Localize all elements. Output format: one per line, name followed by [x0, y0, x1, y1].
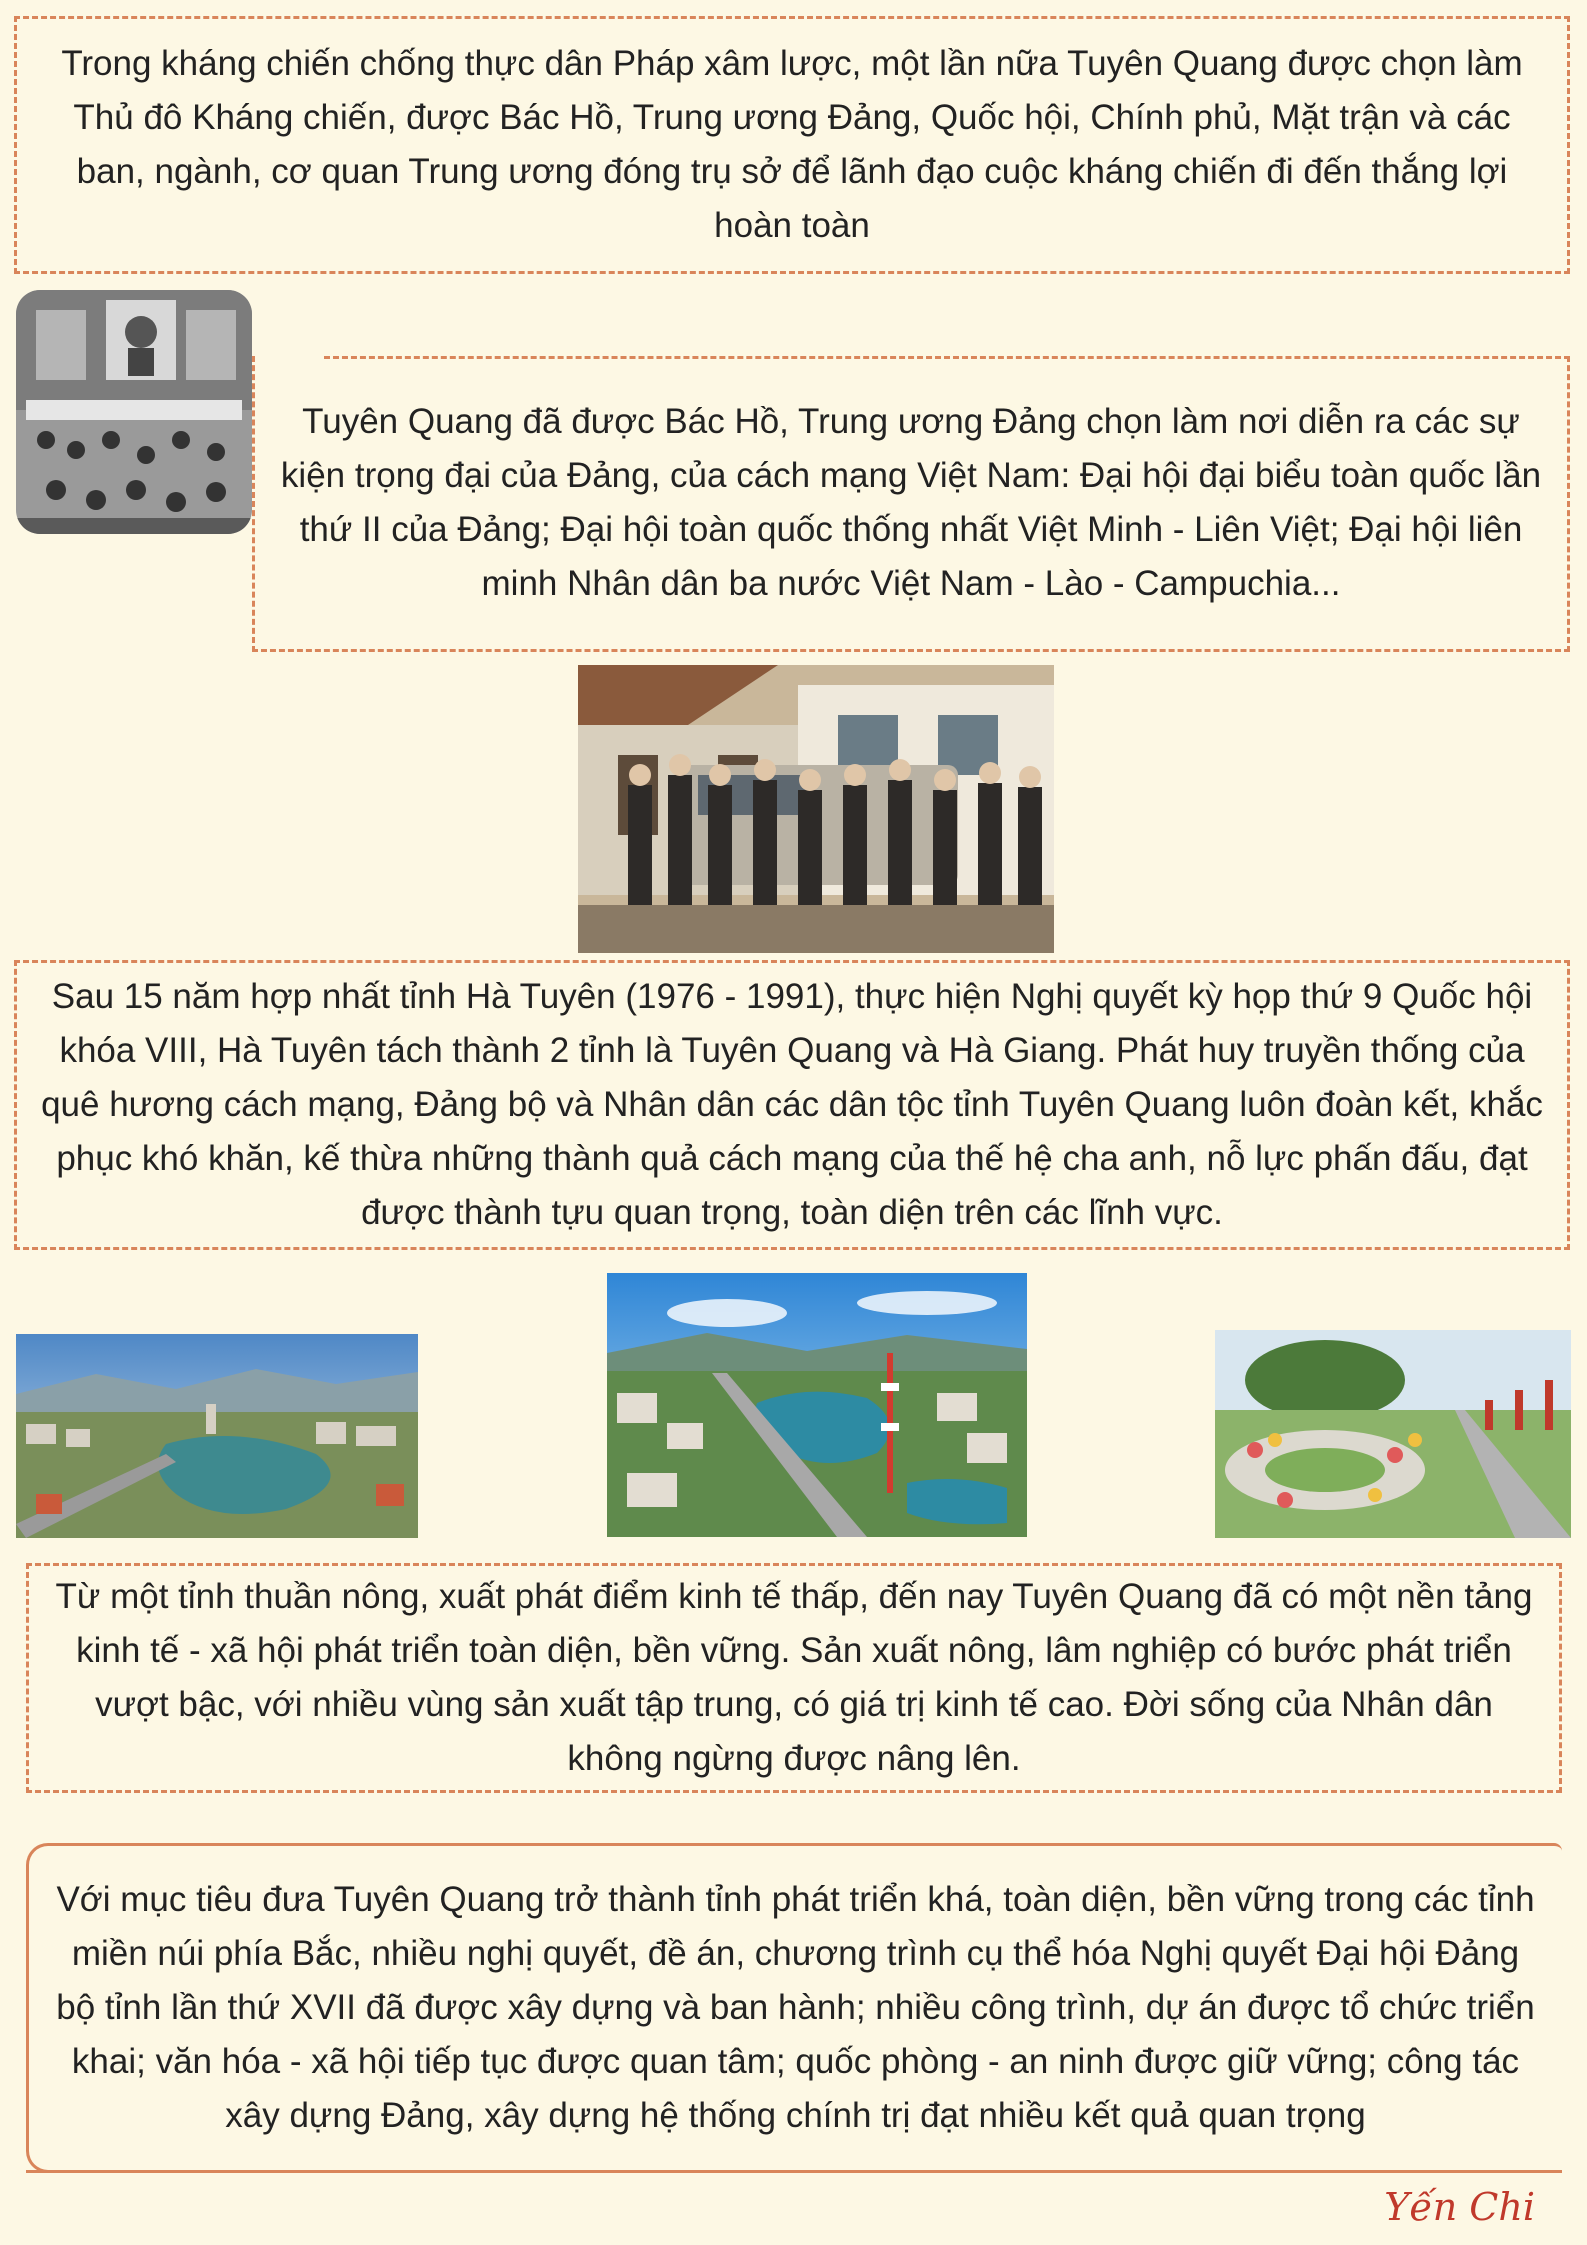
city-square-photo [1215, 1330, 1571, 1538]
text-box-ha-tuyen-split [14, 960, 1570, 1250]
paragraph-resistance-capital: Trong kháng chiến chống thực dân Pháp xâm lược, một lần nữa Tuyên Quang được chọn làm Thủ đô Kháng chiến, được Bác Hồ, Trung ương Đảng, Quốc hội, Chính phủ, Mặt trận và các ban, ngành, cơ quan Trung ương đóng trụ sở để lãnh đạo cuộc kháng chiến đi đến thắng lợi hoàn toàn [61, 44, 1523, 245]
paragraph-economic-development: Từ một tỉnh thuần nông, xuất phát điểm kinh tế thấp, đến nay Tuyên Quang đã có một nền tảng kinh tế - xã hội phát triển toàn diện, bền vững. Sản xuất nông, lâm nghiệp có bước phát triển vượt bậc, với nhiều vùng sản xuất tập trung, có giá trị kinh tế cao. Đời sống của Nhân dân không ngừng được nâng lên. [55, 1577, 1533, 1778]
group-photo [578, 665, 1054, 953]
text-box-party-events [252, 356, 1570, 652]
text-box-development-goals [26, 1843, 1562, 2173]
paragraph-development-goals: Với mục tiêu đưa Tuyên Quang trở thành tỉnh phát triển khá, toàn diện, bền vững trong các tỉnh miền núi phía Bắc, nhiều nghị quyết, đề án, chương trình cụ thể hóa Nghị quyết Đại hội Đảng bộ tỉnh lần thứ XVII đã được xây dựng và ban hành; nhiều công trình, dự án được tổ chức triển khai; văn hóa - xã hội tiếp tục được quan tâm; quốc phòng - an ninh được giữ vững; công tác xây dựng Đảng, xây dựng hệ thống chính trị đạt nhiều kết quả quan trọng [56, 1880, 1535, 2135]
text-box-resistance-capital [14, 16, 1570, 274]
congress-photo [16, 290, 252, 534]
city-lake-photo [16, 1334, 418, 1538]
paragraph-ha-tuyen-split: Sau 15 năm hợp nhất tỉnh Hà Tuyên (1976 - 1991), thực hiện Nghị quyết kỳ họp thứ 9 Quốc hội khóa VIII, Hà Tuyên tách thành 2 tỉnh là Tuyên Quang và Hà Giang. Phát huy truyền thống của quê hương cách mạng, Đảng bộ và Nhân dân các dân tộc tỉnh Tuyên Quang luôn đoàn kết, khắc phục khó khăn, kế thừa những thành quả cách mạng của thế hệ cha anh, nỗ lực phấn đấu, đạt được thành tựu quan trọng, toàn diện trên các lĩnh vực. [41, 977, 1543, 1232]
paragraph-party-events: Tuyên Quang đã được Bác Hồ, Trung ương Đảng chọn làm nơi diễn ra các sự kiện trọng đại của Đảng, của cách mạng Việt Nam: Đại hội đại biểu toàn quốc lần thứ II của Đảng; Đại hội toàn quốc thống nhất Việt Minh - Liên Việt; Đại hội liên minh Nhân dân ba nước Việt Nam - Lào - Campuchia... [280, 401, 1542, 603]
city-tower-photo [607, 1273, 1027, 1537]
underline [26, 2170, 1346, 2173]
text-box-economic-development [26, 1563, 1562, 1793]
author-signature: Yến Chi [1384, 2185, 1535, 2229]
divider [324, 356, 1570, 359]
